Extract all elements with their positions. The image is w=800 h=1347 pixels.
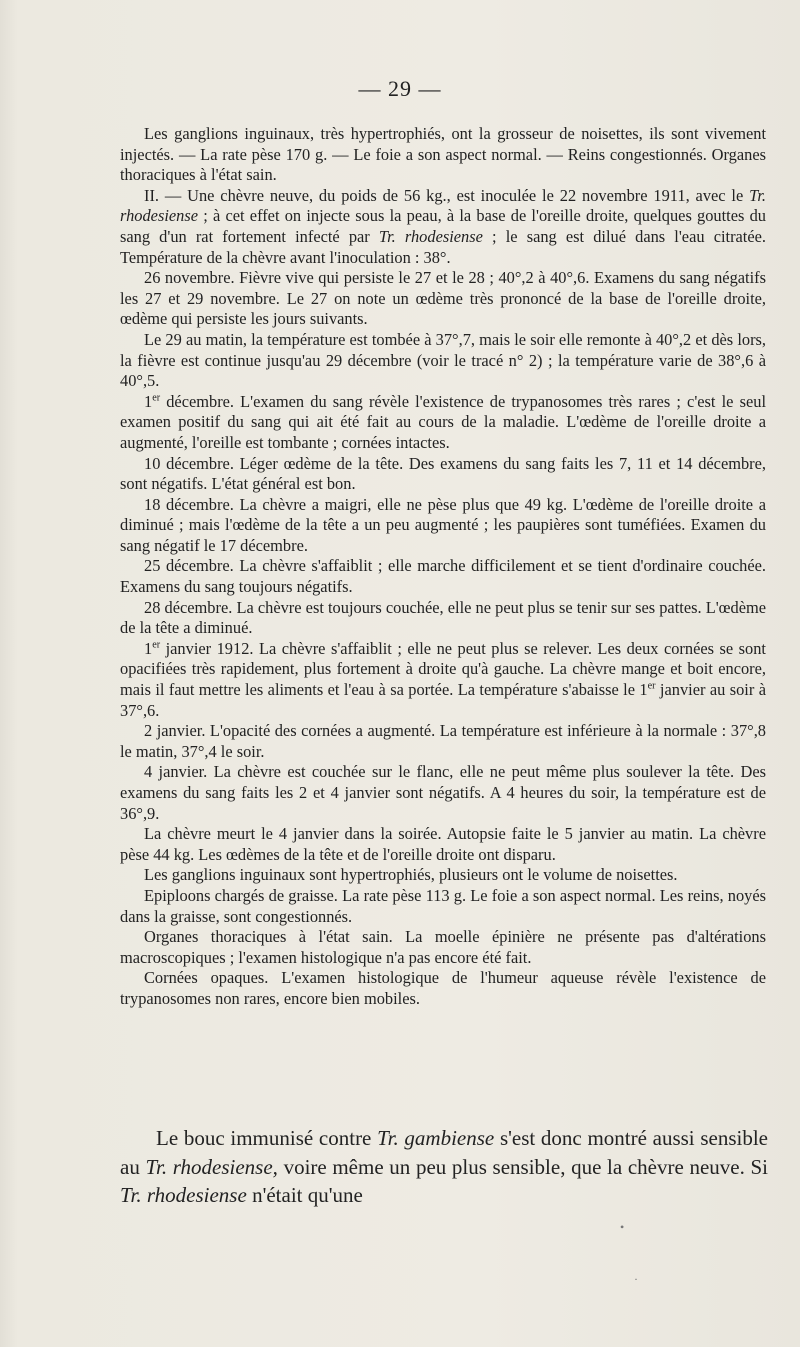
paragraph-inoculation (120, 186, 766, 268)
ordinal-suffix: er (152, 392, 161, 404)
text-run: ; à cet effet on injecte sous la peau, à la base de l'oreille droite, quelques gouttes du sang d'un rat fortement infecté par (120, 206, 766, 246)
species-name: Tr. rhodesiense (120, 185, 766, 226)
ordinal-suffix: er (152, 639, 161, 651)
text-run: janvier 1912. La chèvre s'affaiblit ; elle ne peut plus se relever. Les deux cornées se sont opacifiées très rapidement, plus fortement à droite qu'à gauche. La chèvre mange et boit encore, mais il faut mettre les aliments et l'eau à sa portée. La température s'abaisse le 1 (120, 638, 766, 700)
text-run: II. — Une chèvre neuve, du poids de 56 kg., est inoculée le 22 novembre 1911, avec le (144, 185, 750, 205)
page-number: — 29 — (358, 76, 442, 101)
paper-speck: · (634, 1272, 638, 1286)
species-name: Tr. gambiense (377, 1126, 495, 1150)
paragraph: Epiploons chargés de graisse. La rate pèse 113 g. Le foie a son aspect normal. Les reins, noyés dans la graisse, sont congestionnés. (120, 885, 766, 926)
species-name: Tr. rhodesiense (378, 226, 483, 246)
text-run: ; le sang est dilué dans l'eau citratée. Température de la chèvre avant l'inoculation : 38°. (120, 226, 767, 267)
text-run: décembre. L'examen du sang révèle l'existence de trypanosomes très rares ; c'est le seul examen positif du sang qui ait été fait au cours de la maladie. L'œdème de l'oreille droite a augmenté, l'oreille est tombante ; cornées intactes. (120, 391, 766, 452)
text-run: s'est donc montré aussi sensible au (120, 1126, 768, 1179)
text-run: 1 (144, 391, 153, 411)
paragraph: 10 décembre. Léger œdème de la tête. Des examens du sang faits les 7, 11 et 14 décembre, sont négatifs. L'état général est bon. (120, 453, 766, 494)
conclusion-paragraph (120, 1124, 768, 1210)
paragraph: 26 novembre. Fièvre vive qui persiste le 27 et le 28 ; 40°,2 à 40°,6. Examens du sang négatifs les 27 et 29 novembre. Le 27 on note un œdème très prononcé de la base de l'oreille droite, œdème qui persiste les jours suivants. (120, 268, 766, 329)
text-run: janvier au soir à 37°,6. (120, 680, 766, 720)
paragraph: 4 janvier. La chèvre est couchée sur le flanc, elle ne peut même plus soulever la tête. Des examens du sang faits les 2 et 4 janvier sont négatifs. A 4 heures du soir, la température est de 36°,9. (120, 762, 766, 823)
paper-speck: • (620, 1220, 625, 1234)
text-run: Le bouc immunisé contre (156, 1126, 378, 1150)
text-run: n'était qu'une (246, 1183, 363, 1207)
text-run: voire même un peu plus sensible, que la chèvre neuve. Si (277, 1154, 768, 1179)
paragraph-jan-1 (120, 639, 766, 721)
species-name: Tr. rhodesiense (120, 1183, 247, 1207)
paragraph: Le 29 au matin, la température est tombée à 37°,7, mais le soir elle remonte à 40°,2 et dès lors, la fièvre est continue jusqu'au 29 décembre (voir le tracé n° 2) ; la température varie de 38°,6 à 40°,5. (120, 329, 766, 391)
body-text (120, 124, 766, 1010)
paragraph: Les ganglions inguinaux, très hypertrophiés, ont la grosseur de noisettes, ils sont vivement injectés. — La rate pèse 170 g. — Le foie a son aspect normal. — Reins congestionnés. Organes thoraciques à l'état sain. (120, 124, 766, 185)
ordinal-suffix: er (647, 680, 656, 692)
paragraph: La chèvre meurt le 4 janvier dans la soirée. Autopsie faite le 5 janvier au matin. La chèvre pèse 44 kg. Les œdèmes de la tête et de l'oreille droite ont disparu. (120, 824, 766, 864)
paragraph: 18 décembre. La chèvre a maigri, elle ne pèse plus que 49 kg. L'œdème de l'oreille droite a diminué ; mais l'œdème de la tête a un peu augmenté ; les paupières sont tuméfiées. Examen du sang négatif le 17 décembre. (120, 494, 766, 555)
paragraph: 25 décembre. La chèvre s'affaiblit ; elle marche difficilement et se tient d'ordinaire couchée. Examens du sang toujours négatifs. (120, 556, 766, 597)
paragraph: 28 décembre. La chèvre est toujours couchée, elle ne peut plus se tenir sur ses pattes. L'œdème de la tête a diminué. (120, 597, 766, 638)
text-run: 1 (144, 638, 153, 658)
paragraph: Cornées opaques. L'examen histologique de l'humeur aqueuse révèle l'existence de trypanosomes non rares, encore bien mobiles. (120, 968, 766, 1008)
species-name: Tr. rhodesiense, (145, 1154, 278, 1179)
conclusion-text (120, 1124, 768, 1210)
paragraph: 2 janvier. L'opacité des cornées a augmenté. La température est inférieure à la normale : 37°,8 le matin, 37°,4 le soir. (120, 721, 766, 761)
paragraph-dec-1 (120, 392, 766, 454)
paragraph: Organes thoraciques à l'état sain. La moelle épinière ne présente pas d'altérations macroscopiques ; l'examen histologique n'a pas encore été fait. (120, 927, 766, 967)
paragraph: Les ganglions inguinaux sont hypertrophiés, plusieurs ont le volume de noisettes. (144, 865, 678, 885)
